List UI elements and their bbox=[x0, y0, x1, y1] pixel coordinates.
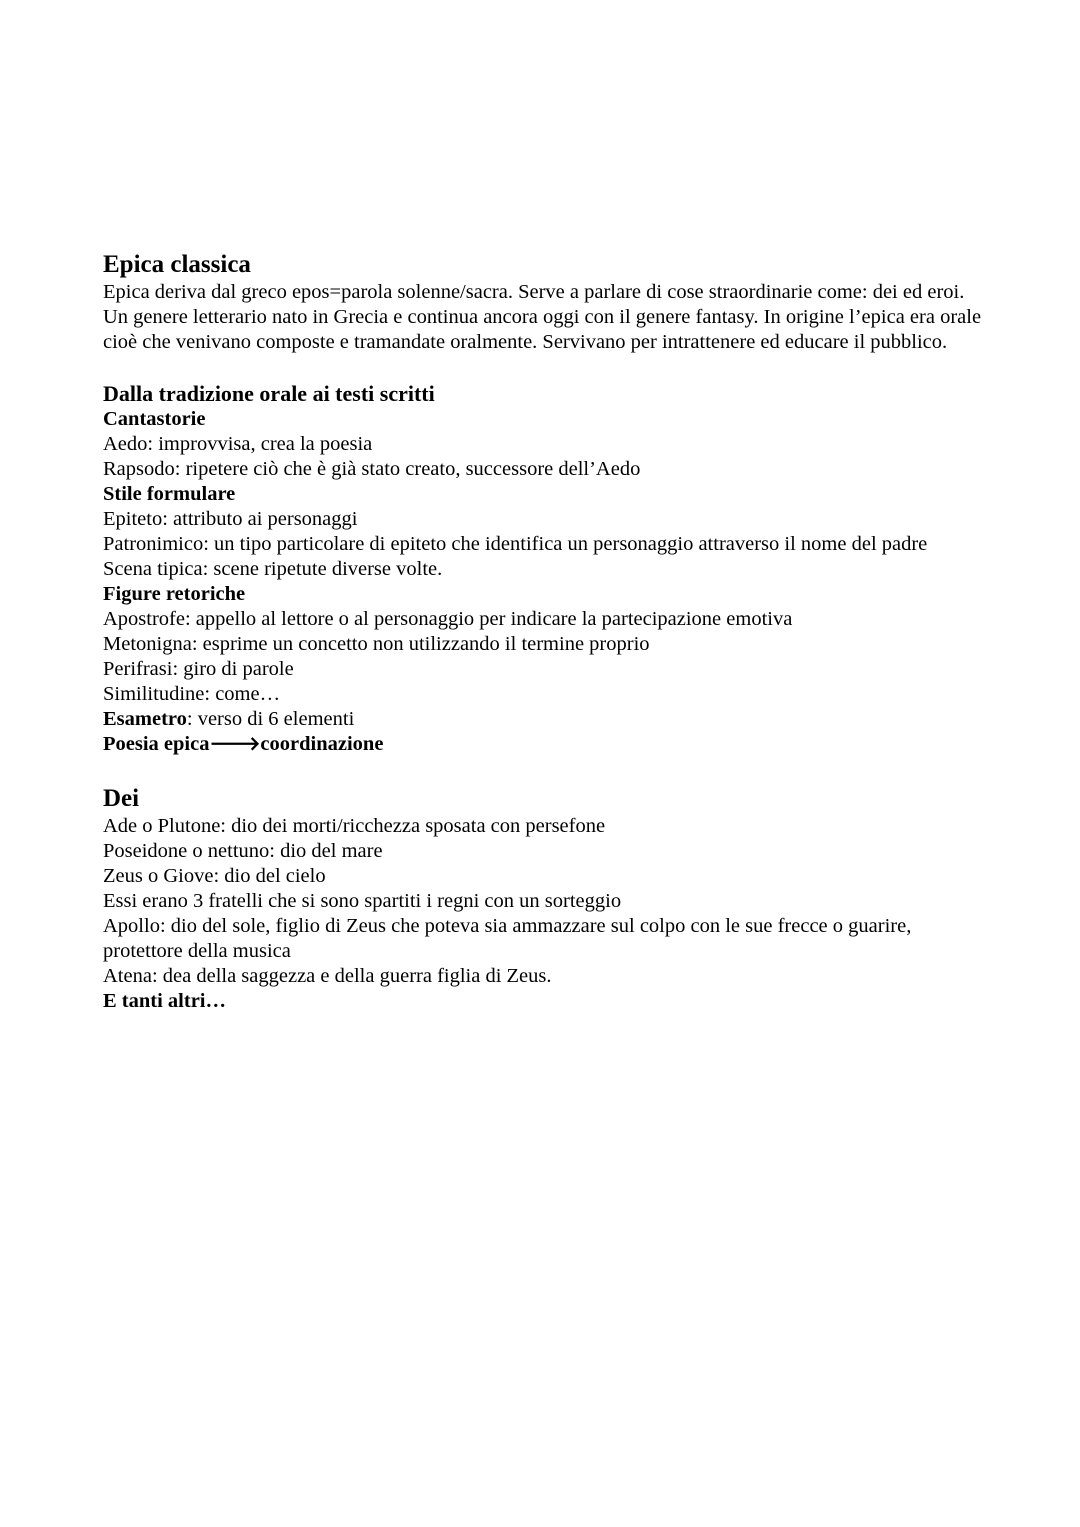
subheading-stile-formulare: Stile formulare bbox=[103, 483, 236, 505]
line-fratelli: Essi erano 3 fratelli che si sono spartiti i regni con un sorteggio bbox=[103, 890, 622, 912]
esametro-term: Esametro bbox=[103, 708, 187, 730]
closing-line: E tanti altri… bbox=[103, 990, 226, 1012]
spacer bbox=[103, 355, 983, 380]
line-aedo: Aedo: improvvisa, crea la poesia bbox=[103, 433, 373, 455]
esametro-definition: : verso di 6 elementi bbox=[186, 708, 355, 730]
line-esametro bbox=[103, 707, 983, 732]
line-metonigna: Metonigna: esprime un concetto non utilizzando il termine proprio bbox=[103, 633, 650, 655]
intro-paragraph: Epica deriva dal greco epos=parola solenne/sacra. Serve a parlare di cose straordinarie come: dei ed eroi. Un genere letterario nato in Grecia e continua ancora oggi con il genere fantasy. In origine l’epica era orale cioè che venivano composte e tramandate oralmente. Servivano per intrattenere ed educare il pubblico. bbox=[103, 281, 982, 353]
spacer bbox=[103, 757, 983, 784]
document-body bbox=[103, 250, 983, 1014]
section-title-dei: Dei bbox=[103, 785, 140, 812]
line-scena-tipica: Scena tipica: scene ripetute diverse volte. bbox=[103, 558, 443, 580]
section-title-tradizione: Dalla tradizione orale ai testi scritti bbox=[103, 381, 435, 406]
subheading-figure-retoriche: Figure retoriche bbox=[103, 583, 246, 605]
line-similitudine: Similitudine: come… bbox=[103, 683, 281, 705]
poesia-left: Poesia epica bbox=[103, 733, 210, 755]
line-apollo: Apollo: dio del sole, figlio di Zeus che poteva sia ammazzare sul colpo con le sue frecce o guarire, protettore della musica bbox=[103, 915, 912, 962]
line-poseidone: Poseidone o nettuno: dio del mare bbox=[103, 840, 383, 862]
line-rapsodo: Rapsodo: ripetere ciò che è già stato creato, successore dell’Aedo bbox=[103, 458, 641, 480]
line-apostrofe: Apostrofe: appello al lettore o al personaggio per indicare la partecipazione emotiva bbox=[103, 608, 793, 630]
right-arrow-icon: 🡒 bbox=[209, 733, 261, 755]
section-title-epica-classica: Epica classica bbox=[103, 251, 251, 278]
subheading-cantastorie: Cantastorie bbox=[103, 408, 206, 430]
line-poesia-epica bbox=[103, 732, 983, 757]
line-atena: Atena: dea della saggezza e della guerra figlia di Zeus. bbox=[103, 965, 552, 987]
line-perifrasi: Perifrasi: giro di parole bbox=[103, 658, 294, 680]
line-ade: Ade o Plutone: dio dei morti/ricchezza sposata con persefone bbox=[103, 815, 606, 837]
line-epiteto: Epiteto: attributo ai personaggi bbox=[103, 508, 358, 530]
line-zeus: Zeus o Giove: dio del cielo bbox=[103, 865, 326, 887]
poesia-right: coordinazione bbox=[260, 733, 384, 755]
line-patronimico: Patronimico: un tipo particolare di epiteto che identifica un personaggio attraverso il nome del padre bbox=[103, 533, 928, 555]
